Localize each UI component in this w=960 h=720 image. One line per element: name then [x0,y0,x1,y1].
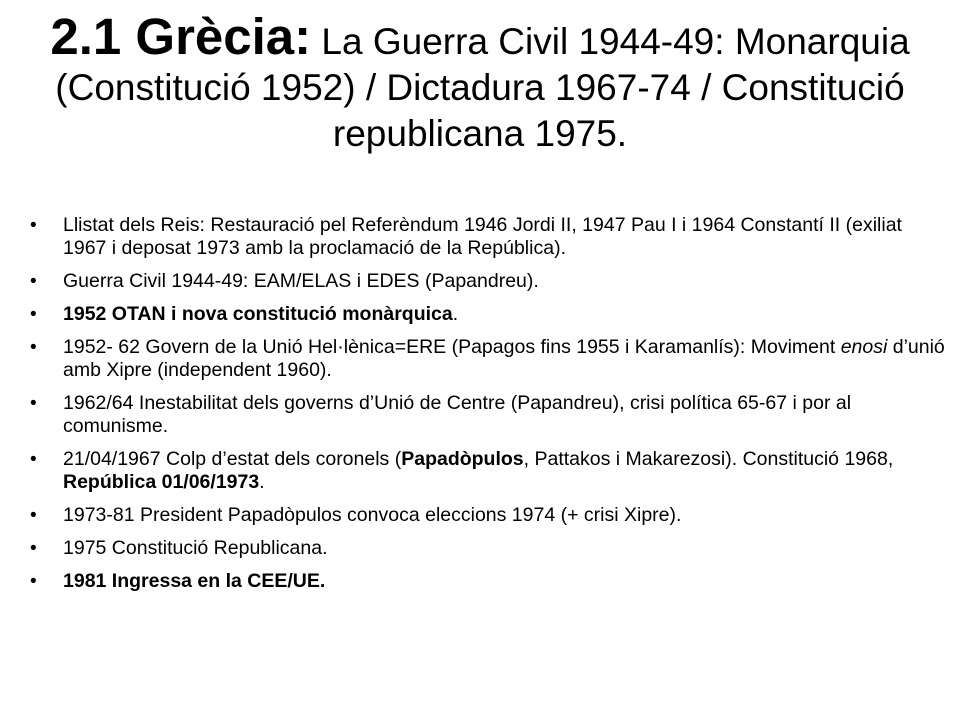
bullet-item-constitution-1975 [30,537,950,560]
bullet-text: d’unió amb Xipre (independent 1960). [63,336,945,381]
bullet-item-civil-war [30,270,950,293]
bullet-item-cee [30,570,950,593]
bullet-bold-text: 1981 Ingressa en la CEE/UE. [63,570,326,592]
bullet-text: Llistat dels Reis: Restauració pel Referèndum 1946 Jordi II, 1947 Pau I i 1964 Constantí II (exiliat 1967 i deposat 1973 amb la proclamació de la República). [63,214,902,259]
bullet-item-president [30,504,950,527]
title-rest: La Guerra Civil 1944-49: Monarquia (Constitució 1952) / Dictadura 1967-74 / Constitució republicana 1975. [55,21,910,154]
bullet-text: 1952- 62 Govern de la Unió Hel·lènica=ERE (Papagos fins 1955 i Karamanlís): Moviment [63,336,841,358]
bullet-item-otan [30,303,950,326]
bullet-item-ere-government [30,336,950,382]
bullet-text: . [452,303,459,325]
bullet-bold-text: 1952 OTAN i nova constitució monàrquica [63,303,453,325]
bullet-item-coup [30,448,950,494]
bullet-text: 1973-81 President Papadòpulos convoca eleccions 1974 (+ crisi Xipre). [63,504,682,526]
slide-title [40,8,920,157]
bullet-text: . [259,471,265,493]
bullet-text: 1962/64 Inestabilitat dels governs d’Unió de Centre (Papandreu), crisi política 65-67 i por al comunisme. [63,392,852,437]
bullet-text: , Pattakos i Makarezosi). Constitució 1968, [523,448,894,470]
bullet-text: 1975 Constitució Republicana. [63,537,328,559]
bullet-list [30,214,950,603]
bullet-text: 21/04/1967 Colp d’estat dels coronels ( [63,448,402,470]
title-main: 2.1 Grècia: [50,8,312,65]
bullet-bold-text: Papadòpulos [401,448,524,470]
bullet-bold-text: República 01/06/1973 [63,471,260,493]
bullet-item-kings [30,214,950,260]
bullet-text: Guerra Civil 1944-49: EAM/ELAS i EDES (Papandreu). [63,270,539,292]
bullet-italic-text: enosi [840,336,888,358]
bullet-item-instability [30,392,950,438]
